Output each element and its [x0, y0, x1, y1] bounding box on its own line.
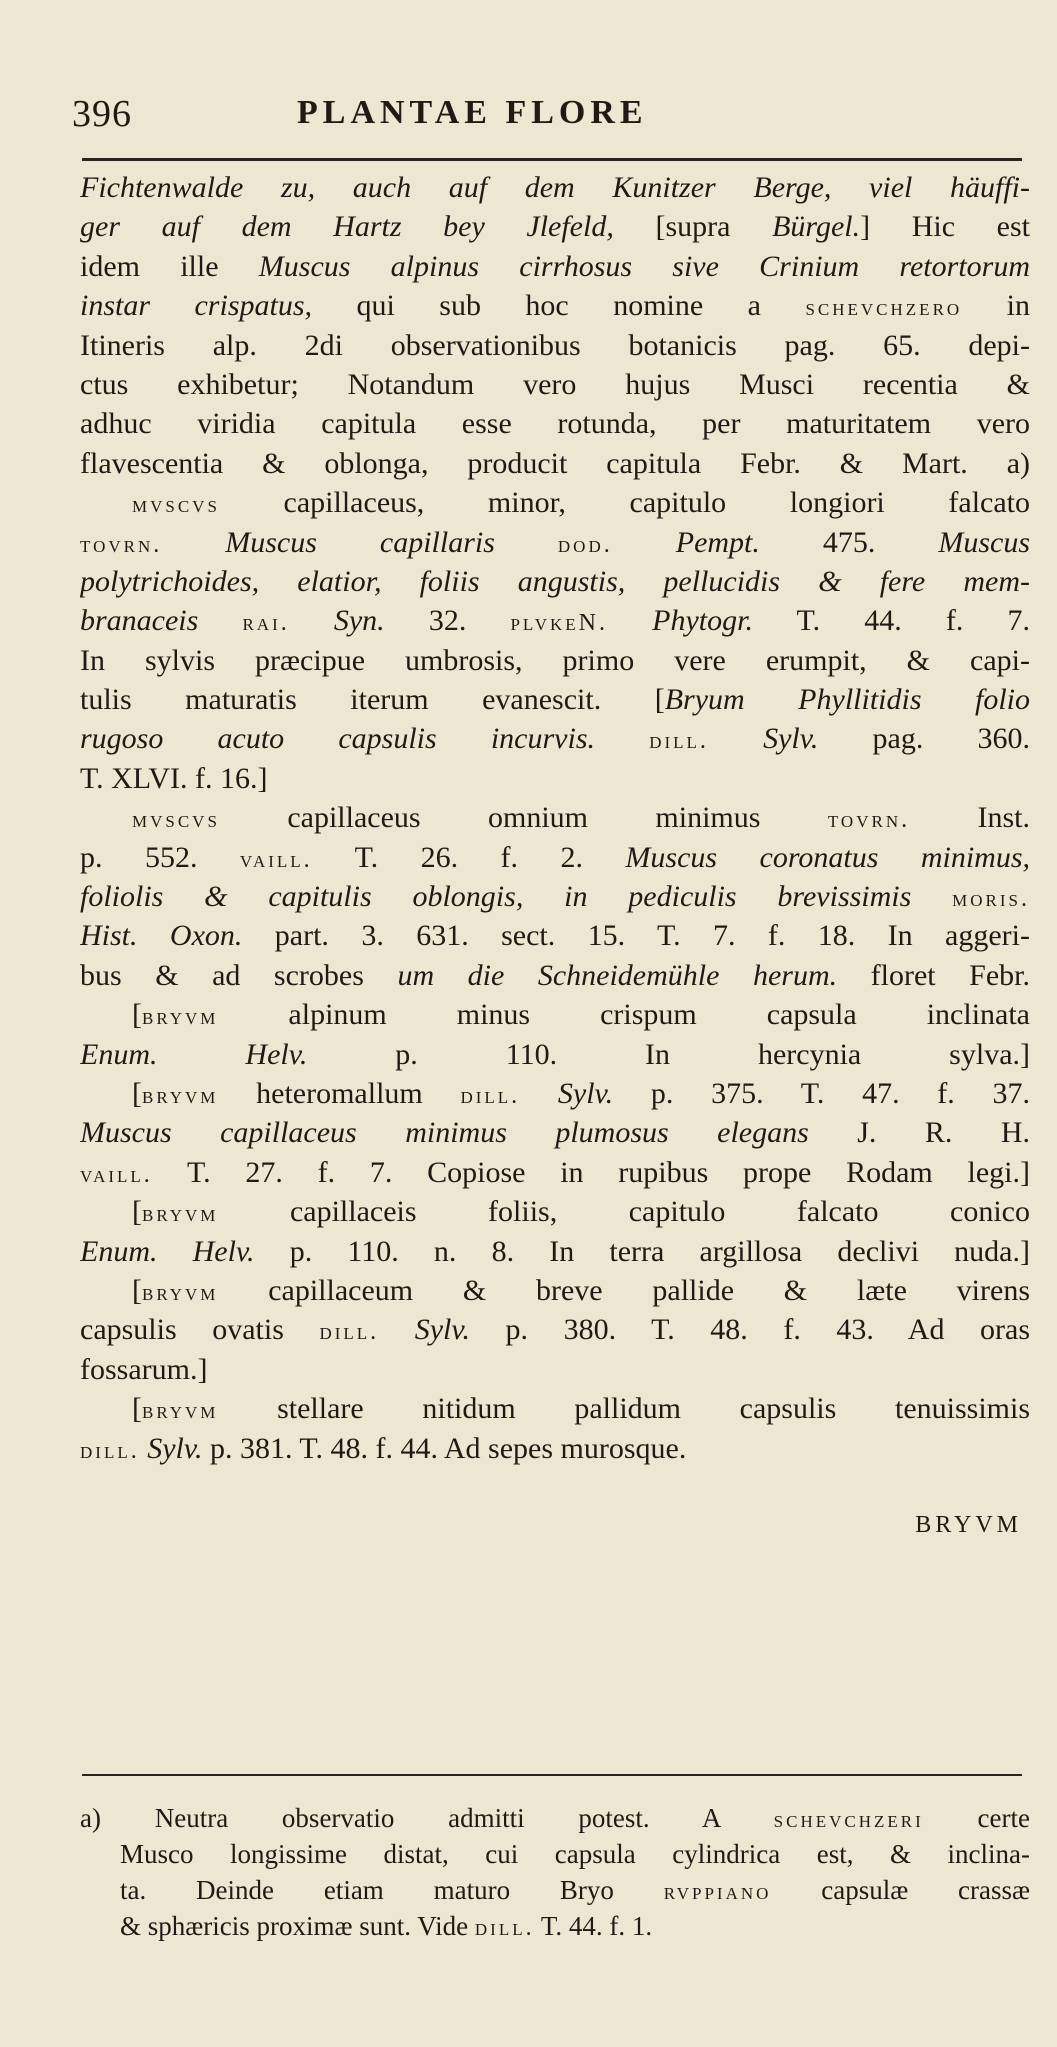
- text-run: rvppiano: [663, 1879, 772, 1905]
- text-line: [80, 798, 1030, 837]
- text-run: Musco longissime distat, cui capsula cylindrica est, & inclina-: [120, 1839, 1030, 1869]
- text-run: [709, 722, 763, 755]
- text-run: [: [132, 998, 142, 1032]
- text-run: [495, 526, 558, 559]
- text-run: bus & ad scrobes: [80, 958, 398, 992]
- text-line: [80, 601, 1030, 640]
- text-run: Bürgel.: [772, 210, 861, 244]
- text-run: [608, 604, 652, 637]
- text-run: ctus exhibetur; Notandum vero hujus Musci recentia &: [80, 367, 1030, 401]
- text-run: T. 44. f. 7.: [752, 604, 1030, 638]
- header-rule: [82, 158, 1022, 161]
- text-run: bryvm: [142, 1004, 219, 1031]
- text-run: ta. Deinde etiam maturo Bryo: [120, 1875, 664, 1905]
- text-run: Enum. Helv.: [80, 1234, 255, 1268]
- text-run: Muscus coronatus minimus,: [625, 840, 1030, 874]
- footnote: [80, 1800, 1030, 1944]
- text-run: T. XLVI. f. 16.]: [80, 761, 268, 795]
- text-run: Muscus: [938, 525, 1030, 559]
- text-line: [80, 680, 1030, 719]
- footnote-line: [80, 1800, 1030, 1836]
- text-run: heteromallum: [218, 1076, 461, 1110]
- text-run: Enum. Helv.: [80, 1037, 308, 1071]
- text-run: instar crispatus,: [80, 289, 312, 323]
- text-run: Pempt.: [675, 525, 760, 559]
- text-run: mvscvs: [132, 492, 220, 519]
- text-run: pag. 360.: [818, 722, 1030, 756]
- text-line: [80, 247, 1030, 286]
- text-line: [80, 1074, 1030, 1113]
- text-run: ger auf dem Hartz bey Jlefeld,: [80, 210, 614, 244]
- text-run: Itineris alp. 2di observationibus botanicis pag. 65. depi-: [80, 328, 1030, 362]
- text-run: a) Neutra observatio admitti potest. A: [80, 1803, 774, 1833]
- text-run: [: [132, 1392, 142, 1426]
- text-run: [: [132, 1195, 142, 1229]
- page-number: 396: [72, 93, 132, 135]
- text-run: flavescentia & oblonga, producit capitula Febr. & Mart. a): [80, 446, 1030, 480]
- text-run: [: [132, 1273, 142, 1307]
- text-run: Sylv.: [557, 1076, 614, 1110]
- text-run: capillaceis foliis, capitulo falcato conico: [218, 1195, 1030, 1229]
- text-line: [80, 877, 1030, 916]
- text-line: [80, 562, 1030, 601]
- text-run: dod.: [557, 531, 613, 558]
- text-run: rai.: [242, 610, 290, 637]
- footnote-line: [80, 1908, 1030, 1944]
- text-run: capillaceus, minor, capitulo longiori falcato: [219, 486, 1030, 520]
- text-run: [162, 526, 225, 559]
- footnote-rule: [82, 1774, 1022, 1776]
- text-run: Syn.: [333, 604, 385, 638]
- text-line: [80, 168, 1030, 207]
- text-run: T. 27. f. 7. Copiose in rupibus prope Rodam legi.]: [152, 1155, 1030, 1189]
- text-run: dill.: [474, 1915, 535, 1941]
- text-run: in: [962, 289, 1030, 323]
- catchword: BRYVM: [915, 1511, 1022, 1538]
- text-line: [80, 286, 1030, 325]
- text-run: Muscus capillaceus minimus plumosus elegans: [80, 1116, 809, 1150]
- text-run: um die Schneidemühle herum.: [397, 958, 838, 992]
- text-run: plvkeN.: [510, 610, 608, 637]
- text-run: moris.: [952, 886, 1030, 913]
- text-line: [80, 916, 1030, 955]
- text-line: [80, 1310, 1030, 1349]
- text-run: 475.: [759, 525, 939, 559]
- text-run: adhuc viridia capitula esse rotunda, per maturitatem vero: [80, 407, 1030, 441]
- text-run: ] Hic est: [860, 210, 1030, 244]
- text-run: [595, 722, 649, 755]
- page-header: [72, 92, 1032, 152]
- text-line: [80, 838, 1030, 877]
- running-title: PLANTAE FLORE: [297, 94, 648, 131]
- text-run: foliolis & capitulis oblongis, in pediculis brevissimis: [80, 880, 912, 914]
- text-run: dill.: [460, 1082, 521, 1109]
- text-run: dill.: [649, 728, 709, 755]
- text-run: Phytogr.: [652, 604, 753, 638]
- text-run: Sylv.: [147, 1431, 203, 1465]
- text-run: bryvm: [142, 1082, 219, 1109]
- text-run: p. 110. n. 8. In terra argillosa declivi nuda.]: [254, 1234, 1030, 1268]
- text-run: Sylv.: [763, 722, 819, 756]
- text-line: [80, 1192, 1030, 1231]
- text-run: 32.: [384, 604, 511, 638]
- text-run: capillaceus omnium minimus: [219, 801, 828, 835]
- text-run: Bryum Phyllitidis folio: [664, 683, 1030, 717]
- text-run: idem ille: [80, 249, 259, 283]
- text-run: In sylvis præcipue umbrosis, primo vere erumpit, & capi-: [80, 643, 1030, 677]
- text-line: [80, 641, 1030, 680]
- text-line: [80, 995, 1030, 1034]
- text-run: schevchzeri: [773, 1807, 924, 1833]
- text-run: Fichtenwalde zu, auch auf dem Kunitzer Berge, viel häuffi-: [80, 171, 1030, 204]
- text-run: J. R. H.: [808, 1116, 1030, 1150]
- text-run: p. 552.: [80, 840, 240, 874]
- text-run: schevchzero: [805, 295, 963, 322]
- text-line: [80, 444, 1030, 483]
- text-run: dill.: [80, 1437, 140, 1464]
- text-run: [supra: [613, 210, 773, 244]
- text-line: [80, 956, 1030, 995]
- text-run: bryvm: [142, 1279, 219, 1306]
- text-run: p. 381. T. 48. f. 44. Ad sepes murosque.: [202, 1431, 687, 1465]
- text-run: p. 110. In hercynia sylva.]: [307, 1037, 1030, 1071]
- text-run: T. 26. f. 2.: [312, 840, 626, 874]
- text-line: [80, 1271, 1030, 1310]
- text-line: [80, 326, 1030, 365]
- text-run: [: [132, 1076, 142, 1110]
- text-run: alpinum minus crispum capsula inclinata: [218, 998, 1030, 1032]
- text-run: stellare nitidum pallidum capsulis tenuissimis: [218, 1392, 1030, 1426]
- text-line: [80, 759, 1030, 798]
- text-run: tovrn.: [827, 807, 911, 834]
- text-run: capsulæ crassæ: [771, 1875, 1030, 1905]
- text-run: Inst.: [910, 801, 1030, 835]
- text-run: [198, 604, 242, 637]
- text-run: vaill.: [239, 846, 313, 873]
- text-line: [80, 1153, 1030, 1192]
- text-run: [290, 604, 334, 637]
- text-run: [379, 1313, 415, 1346]
- text-run: dill.: [319, 1319, 380, 1346]
- text-line: [80, 1429, 1030, 1468]
- text-run: polytrichoides, elatior, foliis angustis, pellucidis & fere mem-: [80, 564, 1030, 598]
- text-run: T. 44. f. 1.: [534, 1911, 653, 1941]
- text-line: [80, 1232, 1030, 1271]
- text-line: [80, 1389, 1030, 1428]
- main-text: [80, 168, 1030, 1545]
- text-line: [80, 365, 1030, 404]
- text-run: Muscus capillaris: [225, 525, 495, 559]
- text-run: Muscus alpinus cirrhosus sive Crinium retortorum: [258, 249, 1030, 283]
- footnote-line: [80, 1872, 1030, 1908]
- text-run: rugoso acuto capsulis incurvis.: [80, 722, 596, 756]
- text-run: p. 380. T. 48. f. 43. Ad oras: [469, 1313, 1030, 1347]
- text-line: [80, 719, 1030, 758]
- text-run: Sylv.: [414, 1313, 470, 1347]
- text-line: [80, 207, 1030, 246]
- text-run: tulis maturatis iterum evanescit. [: [80, 683, 665, 717]
- text-run: [520, 1077, 558, 1110]
- text-run: part. 3. 631. sect. 15. T. 7. f. 18. In aggeri-: [242, 919, 1030, 953]
- text-line: [80, 1350, 1030, 1389]
- footnote-line: [80, 1836, 1030, 1872]
- text-run: p. 375. T. 47. f. 37.: [613, 1076, 1030, 1110]
- text-line: [80, 404, 1030, 443]
- text-line: [80, 1113, 1030, 1152]
- text-run: capillaceum & breve pallide & læte virens: [218, 1273, 1030, 1307]
- text-line: [80, 1035, 1030, 1074]
- text-line: [80, 523, 1030, 562]
- text-run: Hist. Oxon.: [80, 919, 243, 953]
- text-run: capsulis ovatis: [80, 1313, 320, 1347]
- text-run: mvscvs: [132, 807, 220, 834]
- text-run: certe: [923, 1803, 1030, 1833]
- text-run: tovrn.: [80, 531, 163, 558]
- text-run: qui sub hoc nomine a: [312, 289, 806, 323]
- text-run: [911, 880, 952, 913]
- text-line: [80, 483, 1030, 522]
- text-run: bryvm: [142, 1201, 219, 1228]
- text-run: [613, 526, 676, 559]
- text-run: branaceis: [80, 604, 199, 638]
- text-run: & sphæricis proximæ sunt. Vide: [120, 1911, 475, 1941]
- text-run: fossarum.]: [80, 1352, 208, 1386]
- text-run: vaill.: [80, 1161, 153, 1188]
- text-run: bryvm: [142, 1398, 219, 1425]
- text-run: floret Febr.: [837, 958, 1030, 992]
